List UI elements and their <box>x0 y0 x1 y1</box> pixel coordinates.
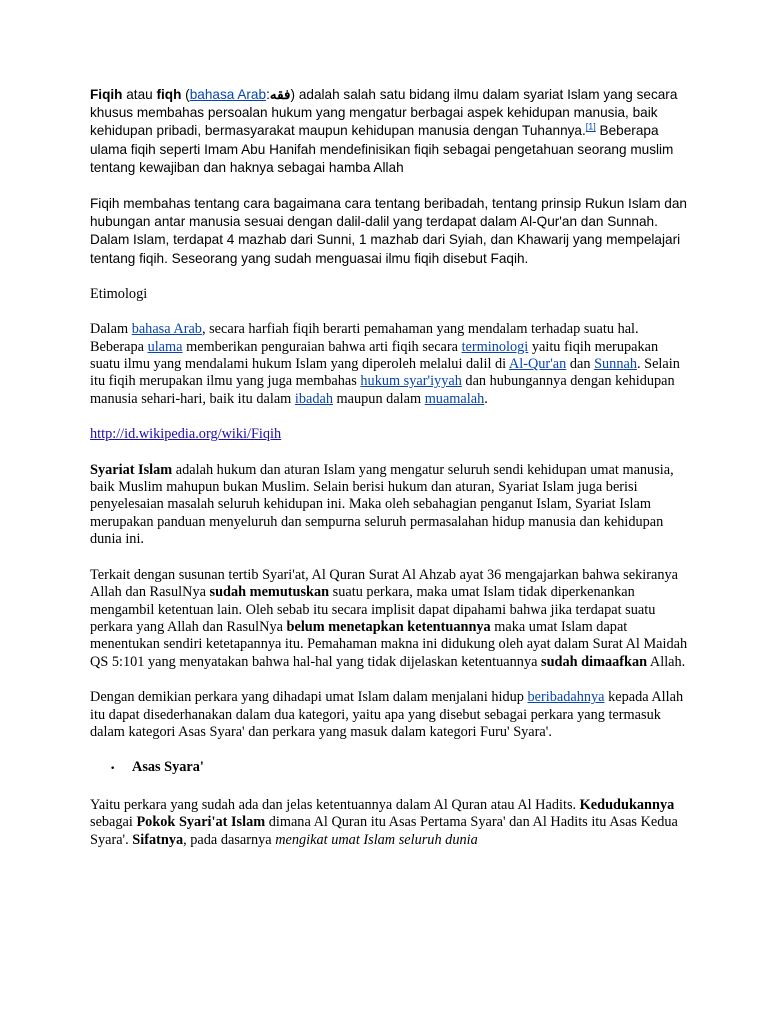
link-ulama[interactable]: ulama <box>147 338 183 355</box>
paragraph-tertib-syariat: Terkait dengan susunan tertib Syari'at, Al Quran Surat Al Ahzab ayat 36 mengajarkan bahwa sekiranya Allah dan RasulNya sudah memutuskan suatu perkara, maka umat Islam tidak diperkenankan mengambil ketentuan lain. Oleh sebab itu secara implisit dapat dipahami bahwa jika terdapat suatu perkara yang Allah dan RasulNya belum menetapkan ketentuannya maka umat Islam dapat menentukan sendiri ketetapannya itu. Pemahaman makna ini didukung oleh ayat dalam Surat Al Maidah QS 5:101 yang menyatakan bahwa hal-hal yang tidak dijelaskan ketentuannya sudah dimaafkan Allah. <box>90 566 688 670</box>
term-fiqih: Fiqih <box>90 87 123 102</box>
link-beribadahnya[interactable]: beribadahnya <box>527 689 605 706</box>
bullet-label: Asas Syara' <box>132 759 204 776</box>
paragraph-etimologi: Dalam bahasa Arab, secara harfiah fiqih berarti pemahaman yang mendalam terhadap suatu hal. Beberapa ulama memberikan penguraian bahwa arti fiqih secara terminologi yaitu fiqih merupakan suatu ilmu yang mendalami hukum Islam yang diperoleh melalui dalil di Al-Qur'an dan Sunnah. Selain itu fiqih merupakan ilmu yang juga membahas hukum syar'iyyah dan hubungannya dengan kehidupan manusia sehari-hari, baik itu dalam ibadah maupun dalam muamalah. <box>90 321 680 407</box>
paragraph-kategori: Dengan demikian perkara yang dihadapi umat Islam dalam menjalani hidup beribadahnya kepada Allah itu dapat disederhanakan dalam dua kategori, yaitu apa yang disebut sebagai perkara yang termasuk dalam kategori Asas Syara' dan perkara yang masuk dalam kategori Furu' Syara'. <box>90 689 684 740</box>
heading-etimologi: Etimologi <box>90 285 148 302</box>
arabic-text: فقه <box>269 87 291 102</box>
reference-link[interactable]: [1] <box>585 121 596 132</box>
link-hukum-syariyyah[interactable]: hukum syar'iyyah <box>360 373 462 390</box>
wikipedia-url-link[interactable]: http://id.wikipedia.org/wiki/Fiqih <box>90 426 282 443</box>
bullet-asas-syara <box>90 759 690 778</box>
source-url-paragraph <box>90 426 690 443</box>
document-page <box>90 86 690 849</box>
paragraph-fiqih-definition: Fiqih atau fiqh (bahasa Arab:فقه) adalah salah satu bidang ilmu dalam syariat Islam yang secara khusus membahas persoalan hukum yang mengatur berbagai aspek kehidupan manusia, baik kehidupan pribadi, bermasyarakat maupun kehidupan manusia dengan Tuhannya.[1] Beberapa ulama fiqih seperti Imam Abu Hanifah mendefinisikan fiqih sebagai pengetahuan seorang muslim tentang kewajiban dan haknya sebagai hamba Allah <box>90 87 678 175</box>
paragraph-asas-syara: Yaitu perkara yang sudah ada dan jelas ketentuannya dalam Al Quran atau Al Hadits. Kedudukannya sebagai Pokok Syari'at Islam dimana Al Quran itu Asas Pertama Syara' dan Al Hadits itu Asas Kedua Syara'. Sifatnya, pada dasarnya mengikat umat Islam seluruh dunia <box>90 796 678 848</box>
link-bahasa-arab-2[interactable]: bahasa Arab <box>131 321 202 338</box>
paragraph-fiqih-scope: Fiqih membahas tentang cara bagaimana cara tentang beribadah, tentang prinsip Rukun Islam dan hubungan antar manusia sesuai dengan dalil-dalil yang terdapat dalam Al-Qur'an dan Sunnah. Dalam Islam, terdapat 4 mazhab dari Sunni, 1 mazhab dari Syiah, dan Khawarij yang mempelajari tentang fiqih. Seseorang yang sudah menguasai ilmu fiqih disebut Faqih. <box>90 196 687 266</box>
link-bahasa-arab[interactable]: bahasa Arab <box>189 87 267 102</box>
link-sunnah[interactable]: Sunnah <box>594 356 637 373</box>
term-fiqh: fiqh <box>156 87 182 102</box>
term-syariat-islam: Syariat Islam <box>90 461 173 478</box>
link-terminologi[interactable]: terminologi <box>461 338 529 355</box>
link-al-quran[interactable]: Al-Qur'an <box>508 356 567 373</box>
link-muamalah[interactable]: muamalah <box>424 390 485 407</box>
link-ibadah[interactable]: ibadah <box>294 390 333 407</box>
paragraph-syariat-islam: Syariat Islam adalah hukum dan aturan Islam yang mengatur seluruh sendi kehidupan umat manusia, baik Muslim mahupun bukan Muslim. Selain berisi hukum dan aturan, Syariat Islam juga berisi penyelesaian masalah seluruh kehidupan ini. Maka oleh sebahagian penganut Islam, Syariat Islam merupakan panduan menyeluruh dan sempurna seluruh permasalahan hidup manusia dan kehidupan dunia ini. <box>90 461 674 548</box>
bullet-icon: • <box>110 764 116 775</box>
